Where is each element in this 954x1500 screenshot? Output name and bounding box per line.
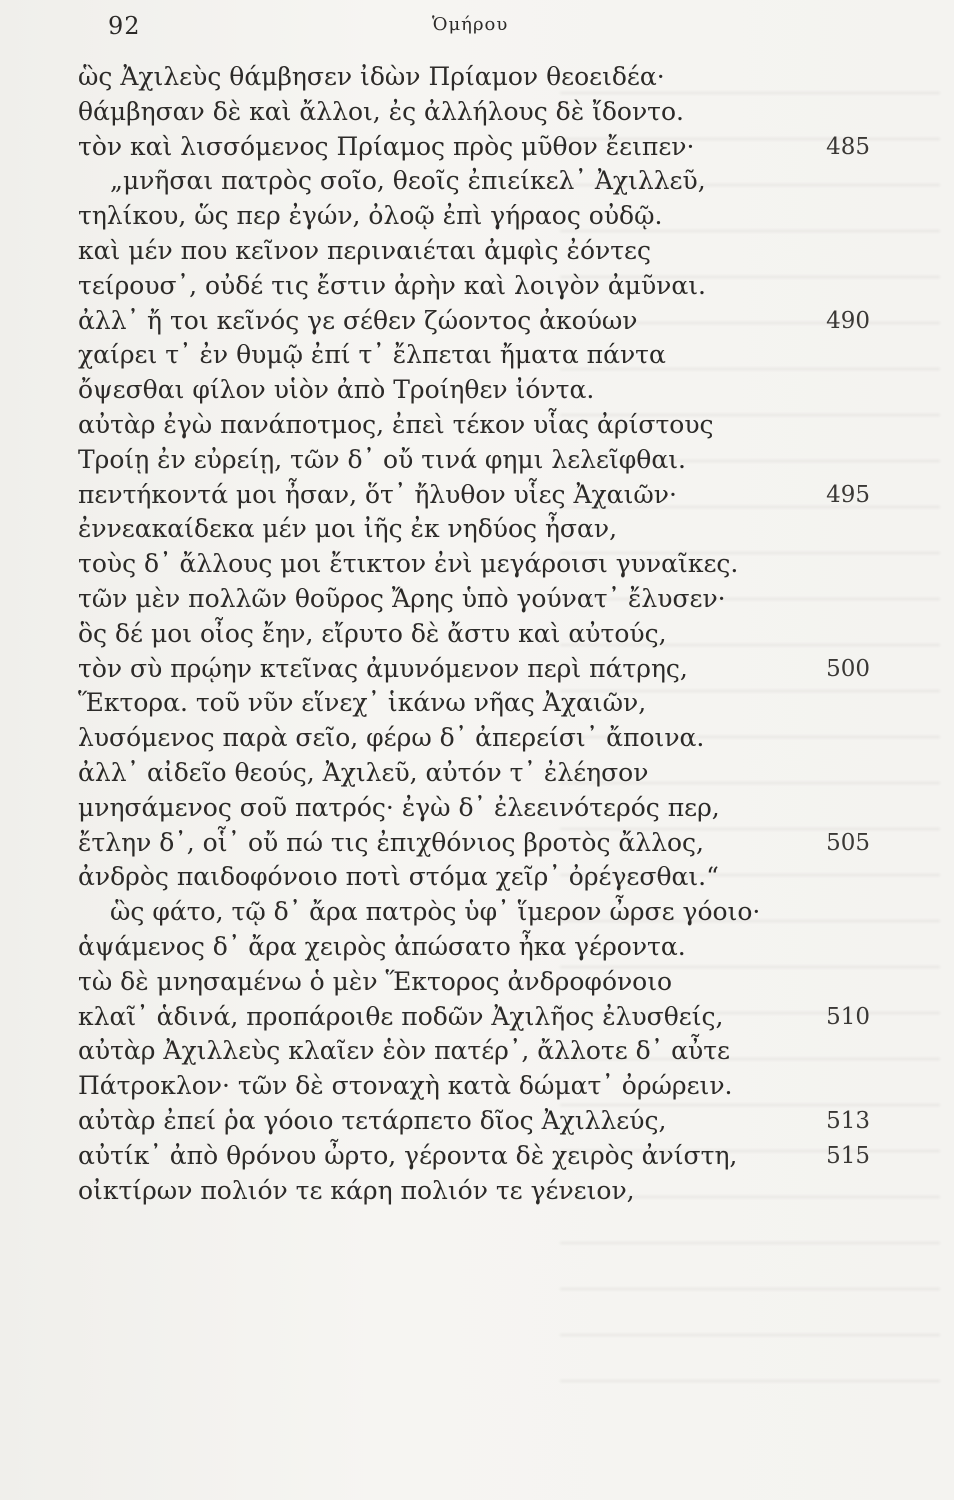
verse-line [78,130,878,165]
line-number: 490 [826,307,870,334]
page-number: 92 [108,12,141,40]
verse-line [78,1174,878,1209]
line-number: 510 [826,1003,870,1030]
verse-line [78,1034,878,1069]
verse-text: ἀλλ᾽ ἤ τοι κεῖνός γε σέθεν ζώοντος ἀκούων [78,305,638,335]
verse-line [78,547,878,582]
verse-line [78,965,878,1000]
verse-line [78,582,878,617]
verse-text: μνησάμενος σοῦ πατρός· ἐγὼ δ᾽ ἐλεεινότερός περ, [78,792,720,822]
verse-line [78,478,878,513]
verse-text: θάμβησαν δὲ καὶ ἄλλοι, ἐς ἀλλήλους δὲ ἴδοντο. [78,96,684,126]
page-header [0,12,954,46]
verse-text: ὄψεσθαι φίλον υἱὸν ἀπὸ Τροίηθεν ἰόντα. [78,375,595,405]
verse-text: ἁψάμενος δ᾽ ἄρα χειρὸς ἀπώσατο ἦκα γέροντα. [78,931,686,961]
verse-text: ἀλλ᾽ αἰδεῖο θεούς, Ἀχιλεῦ, αὐτόν τ᾽ ἐλέησον [78,757,649,787]
verse-text: τὸν καὶ λισσόμενος Πρίαμος πρὸς μῦθον ἔειπεν· [78,131,695,161]
verse-text: Ἕκτορα. τοῦ νῦν εἵνεχ᾽ ἱκάνω νῆας Ἀχαιῶν, [78,688,647,718]
verse-text: τὼ δὲ μνησαμένω ὁ μὲν Ἕκτορος ἀνδροφόνοιο [78,966,673,996]
verse-text: πεντήκοντά μοι ἦσαν, ὅτ᾽ ἤλυθον υἷες Ἀχαιῶν· [78,479,677,509]
verse-line [78,1000,878,1035]
line-number: 485 [826,133,870,160]
verse-text: τὸν σὺ πρῴην κτεῖνας ἀμυνόμενον περὶ πάτρης, [78,653,688,683]
verse-block [78,60,878,1208]
verse-text: καὶ μέν που κεῖνον περιναιέται ἀμφὶς ἐόντες [78,235,652,265]
verse-line [78,617,878,652]
verse-text: Τροίῃ ἐν εὐρείῃ, τῶν δ᾽ οὔ τινά φημι λελεῖφθαι. [78,444,686,474]
verse-line [78,652,878,687]
verse-line [78,304,878,339]
verse-text: αὐτὰρ Ἀχιλλεὺς κλαῖεν ἑὸν πατέρ᾽, ἄλλοτε δ᾽ αὖτε [78,1036,730,1066]
verse-text: ὃς δέ μοι οἶος ἔην, εἴρυτο δὲ ἄστυ καὶ αὐτούς, [78,618,667,648]
verse-line [78,1139,878,1174]
verse-line [78,791,878,826]
line-number: 513 [826,1107,870,1134]
verse-line [78,164,878,199]
verse-text: τηλίκου, ὥς περ ἐγών, ὀλοῷ ἐπὶ γήραος οὐδῷ. [78,201,663,231]
verse-line [78,895,878,930]
verse-text: τῶν μὲν πολλῶν θοῦρος Ἄρης ὑπὸ γούνατ᾽ ἔλυσεν· [78,583,726,613]
verse-line [78,756,878,791]
verse-line [78,95,878,130]
verse-text: ὣς Ἀχιλεὺς θάμβησεν ἰδὼν Πρίαμον θεοειδέα· [78,62,665,91]
verse-line [78,443,878,478]
verse-line [78,269,878,304]
verse-line [78,1069,878,1104]
line-number: 500 [826,655,870,682]
verse-text: τείρουσ᾽, οὐδέ τις ἔστιν ἀρὴν καὶ λοιγὸν ἀμῦναι. [78,270,706,300]
verse-text: αὐτὰρ ἐπεί ῥα γόοιο τετάρπετο δῖος Ἀχιλλεύς, [78,1105,667,1135]
verse-line [78,826,878,861]
verse-text: αὐτίκ᾽ ἀπὸ θρόνου ὦρτο, γέροντα δὲ χειρὸς ἀνίστη, [78,1140,738,1170]
line-number: 495 [826,481,870,508]
verse-line [78,721,878,756]
running-title: Ὁμήρου [432,14,509,35]
verse-text: Πάτροκλον· τῶν δὲ στοναχὴ κατὰ δώματ᾽ ὀρώρειν. [78,1071,733,1101]
verse-text: χαίρει τ᾽ ἐν θυμῷ ἐπί τ᾽ ἔλπεται ἤματα πάντα [78,340,666,370]
verse-text: ἔτλην δ᾽, οἷ᾽ οὔ πώ τις ἐπιχθόνιος βροτὸς ἄλλος, [78,827,705,857]
line-number: 505 [826,829,870,856]
verse-line [78,199,878,234]
verse-line [78,338,878,373]
verse-line [78,1104,878,1139]
verse-line [78,860,878,895]
verse-text: αὐτὰρ ἐγὼ πανάποτμος, ἐπεὶ τέκον υἷας ἀρίστους [78,409,714,439]
verse-text: λυσόμενος παρὰ σεῖο, φέρω δ᾽ ἀπερείσι᾽ ἄποινα. [78,723,705,753]
verse-text: οἰκτίρων πολιόν τε κάρη πολιόν τε γένειον, [78,1175,635,1205]
verse-line [78,60,878,95]
line-number: 515 [826,1142,870,1169]
verse-text: ὣς φάτο, τῷ δ᾽ ἄρα πατρὸς ὑφ᾽ ἵμερον ὦρσε γόοιο· [110,897,761,927]
verse-line [78,686,878,721]
verse-line [78,408,878,443]
verse-line [78,930,878,965]
verse-text: τοὺς δ᾽ ἄλλους μοι ἔτικτον ἐνὶ μεγάροισι γυναῖκες. [78,549,739,579]
verse-line [78,512,878,547]
verse-text: „μνῆσαι πατρὸς σοῖο, θεοῖς ἐπιείκελ᾽ Ἀχιλλεῦ, [110,166,706,196]
verse-line [78,373,878,408]
verse-text: κλαῖ᾽ ἁδινά, προπάροιθε ποδῶν Ἀχιλῆος ἐλυσθείς, [78,1001,724,1031]
verse-line [78,234,878,269]
verse-text: ἀνδρὸς παιδοφόνοιο ποτὶ στόμα χεῖρ᾽ ὀρέγεσθαι.“ [78,862,719,892]
verse-text: ἐννεακαίδεκα μέν μοι ἰῆς ἐκ νηδύος ἦσαν, [78,514,618,544]
